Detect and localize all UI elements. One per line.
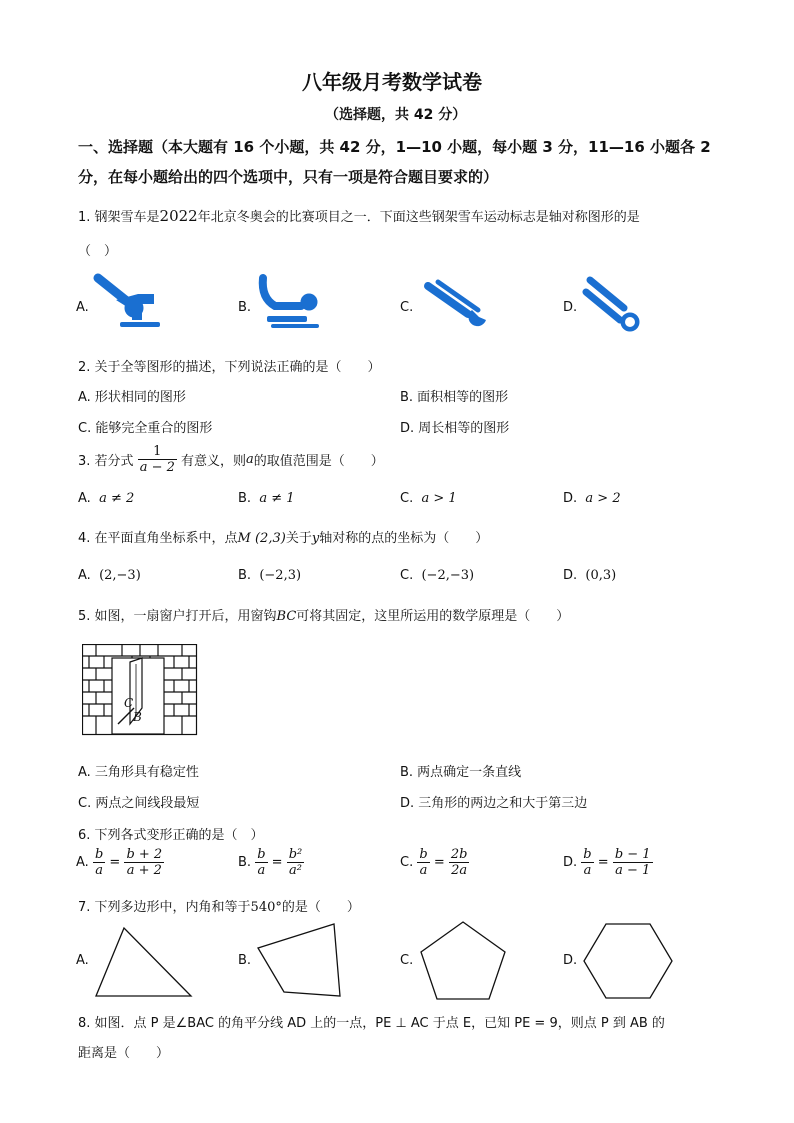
q6-c-left	[417, 847, 429, 878]
skeleton-icon-c	[420, 278, 492, 332]
q1-label-c: C.	[400, 300, 414, 315]
question-6-stem: 6. 下列各式变形正确的是（ ）	[78, 828, 264, 843]
q1-label-b: B.	[238, 300, 252, 315]
exam-title: 八年级月考数学试卷	[302, 70, 482, 94]
q3-value-c: a > 1	[421, 491, 457, 506]
q6-label-d: D.	[563, 855, 578, 870]
question-5-stem	[78, 605, 569, 624]
hexagon-shape	[582, 922, 674, 1000]
q3-var: a	[246, 452, 254, 467]
skeleton-icon-b	[255, 272, 325, 336]
q4-value-d: (0,3)	[585, 568, 617, 583]
q7-post: 的是（ ）	[281, 900, 360, 915]
q4-value-b: (−2,3)	[259, 568, 302, 583]
q5-option-d: D. 三角形的两边之和大于第三边	[400, 796, 588, 811]
q6-c-ln: b	[419, 847, 428, 862]
q7-label-c: C.	[400, 953, 414, 968]
q6-option-b	[238, 847, 304, 878]
q4-pre: 4. 在平面直角坐标系中，点	[78, 531, 238, 546]
q6-d-ld: a	[581, 862, 593, 878]
q7-pre: 7. 下列多边形中，内角和等于	[78, 900, 251, 915]
q3-option-b	[238, 491, 295, 506]
section-header-line2: 分，在每小题给出的四个选项中，只有一项是符合题目要求的）	[78, 168, 499, 186]
q6-d-ln: b	[583, 847, 592, 862]
q6-c-right	[449, 847, 470, 878]
q4-post: 轴对称的点的坐标为（ ）	[319, 531, 489, 546]
skeleton-icon-d	[582, 274, 644, 336]
q1-post: 年北京冬奥会的比赛项目之一．下面这些钢架雪车运动标志是轴对称图形的是	[197, 210, 640, 225]
q1-label-a: A.	[76, 300, 89, 315]
q5-pre: 5. 如图，一扇窗户打开后，用窗钩	[78, 609, 277, 624]
q6-a-rd: a + 2	[124, 862, 164, 878]
q6-c-rn: 2b	[450, 847, 468, 862]
q6-option-a	[76, 847, 164, 878]
q4-axis: y	[311, 531, 320, 546]
q7-angle: 540°	[250, 900, 282, 915]
exam-subtitle: （选择题，共 42 分）	[325, 107, 467, 123]
q6-b-rn: b²	[288, 847, 303, 862]
q4-label-d: D.	[563, 568, 578, 583]
q3-fraction	[138, 444, 177, 475]
q2-option-a: A. 形状相同的图形	[78, 390, 186, 405]
q3-frac-den: a − 2	[139, 460, 175, 475]
q3-post: 的取值范围是（ ）	[253, 454, 384, 469]
fig-label-b: B	[133, 710, 142, 724]
question-8-line2: 距离是（ ）	[78, 1046, 170, 1061]
q3-label-a: A.	[78, 491, 91, 506]
skeleton-icon-a	[88, 270, 168, 336]
question-8-line1: 8. 如图．点 P 是∠BAC 的角平分线 AD 上的一点，PE ⊥ AC 于点 E，已知 PE = 9，则点 P 到 AB 的	[78, 1016, 665, 1031]
q6-label-c: C.	[400, 855, 414, 870]
q3-value-a: a ≠ 2	[99, 491, 135, 506]
q6-c-eq: =	[433, 855, 445, 870]
q4-point: M (2,3)	[237, 531, 286, 546]
q6-b-right	[287, 847, 305, 878]
q3-value-b: a ≠ 1	[259, 491, 295, 506]
q6-label-b: B.	[238, 855, 252, 870]
q5-option-a: A. 三角形具有稳定性	[78, 765, 199, 780]
q6-a-ld: a	[93, 862, 105, 878]
q6-b-eq: =	[271, 855, 283, 870]
q6-option-d	[563, 847, 653, 878]
q6-d-rn: b − 1	[614, 847, 651, 862]
quadrilateral-shape	[254, 920, 344, 1000]
question-4-stem	[78, 527, 488, 546]
q7-label-b: B.	[238, 953, 252, 968]
q4-label-c: C.	[400, 568, 414, 583]
fig-label-c: C	[124, 696, 134, 710]
q7-label-a: A.	[76, 953, 89, 968]
q6-b-ld: a	[255, 862, 267, 878]
q4-mid: 关于	[285, 531, 312, 546]
q6-d-eq: =	[597, 855, 609, 870]
q4-label-a: A.	[78, 568, 91, 583]
q5-post: 可将其固定，这里所运用的数学原理是（ ）	[296, 609, 570, 624]
q3-option-d	[563, 491, 621, 506]
q4-option-b	[238, 568, 301, 583]
q4-option-a	[78, 568, 141, 583]
q1-year: 2022	[159, 207, 198, 225]
q6-d-rd: a − 1	[613, 862, 653, 878]
q3-option-a	[78, 491, 134, 506]
q3-option-c	[400, 491, 457, 506]
q5-option-c: C. 两点之间线段最短	[78, 796, 200, 811]
q5-option-b: B. 两点确定一条直线	[400, 765, 522, 780]
q6-a-right	[124, 847, 164, 878]
q3-value-d: a > 2	[585, 491, 621, 506]
q4-option-c	[400, 568, 474, 583]
q3-pre: 3. 若分式	[78, 454, 134, 469]
triangle-shape	[94, 924, 194, 1000]
question-1-bracket: （ ）	[78, 244, 118, 259]
q3-frac-num: 1	[153, 444, 162, 459]
q3-label-b: B.	[238, 491, 252, 506]
q6-c-ld: a	[417, 862, 429, 878]
q6-label-a: A.	[76, 855, 89, 870]
q6-a-ln: b	[94, 847, 104, 862]
q2-option-c: C. 能够完全重合的图形	[78, 421, 213, 436]
q2-option-d: D. 周长相等的图形	[400, 421, 510, 436]
q6-a-left	[93, 847, 105, 878]
question-1-stem	[78, 206, 640, 225]
question-2-stem: 2. 关于全等图形的描述，下列说法正确的是（ ）	[78, 360, 381, 375]
q6-b-ln: b	[257, 847, 266, 862]
q6-d-left	[581, 847, 593, 878]
q1-label-d: D.	[563, 300, 578, 315]
q6-b-left	[255, 847, 267, 878]
q7-label-d: D.	[563, 953, 578, 968]
q6-option-c	[400, 847, 469, 878]
q4-label-b: B.	[238, 568, 252, 583]
q4-option-d	[563, 568, 616, 583]
q6-d-right	[613, 847, 653, 878]
q4-value-c: (−2,−3)	[421, 568, 475, 583]
section-header-line1: 一、选择题（本大题有 16 个小题，共 42 分，1—10 小题，每小题 3 分，11—16 小题各 2	[78, 138, 711, 156]
q3-mid: 有意义，则	[181, 454, 247, 469]
q6-a-eq: =	[109, 855, 121, 870]
q1-pre: 1. 钢架雪车是	[78, 210, 160, 225]
q3-label-c: C.	[400, 491, 414, 506]
q3-label-d: D.	[563, 491, 578, 506]
q2-option-b: B. 面积相等的图形	[400, 390, 509, 405]
window-brick-figure	[82, 644, 198, 736]
q6-c-rd: 2a	[449, 862, 470, 878]
q6-a-rn: b + 2	[126, 847, 163, 862]
q6-b-rd: a²	[287, 862, 305, 878]
q4-value-a: (2,−3)	[99, 568, 141, 583]
question-7-stem	[78, 896, 360, 915]
pentagon-shape	[418, 920, 508, 1002]
q5-seg: BC	[276, 609, 297, 624]
question-3-stem	[78, 444, 384, 475]
